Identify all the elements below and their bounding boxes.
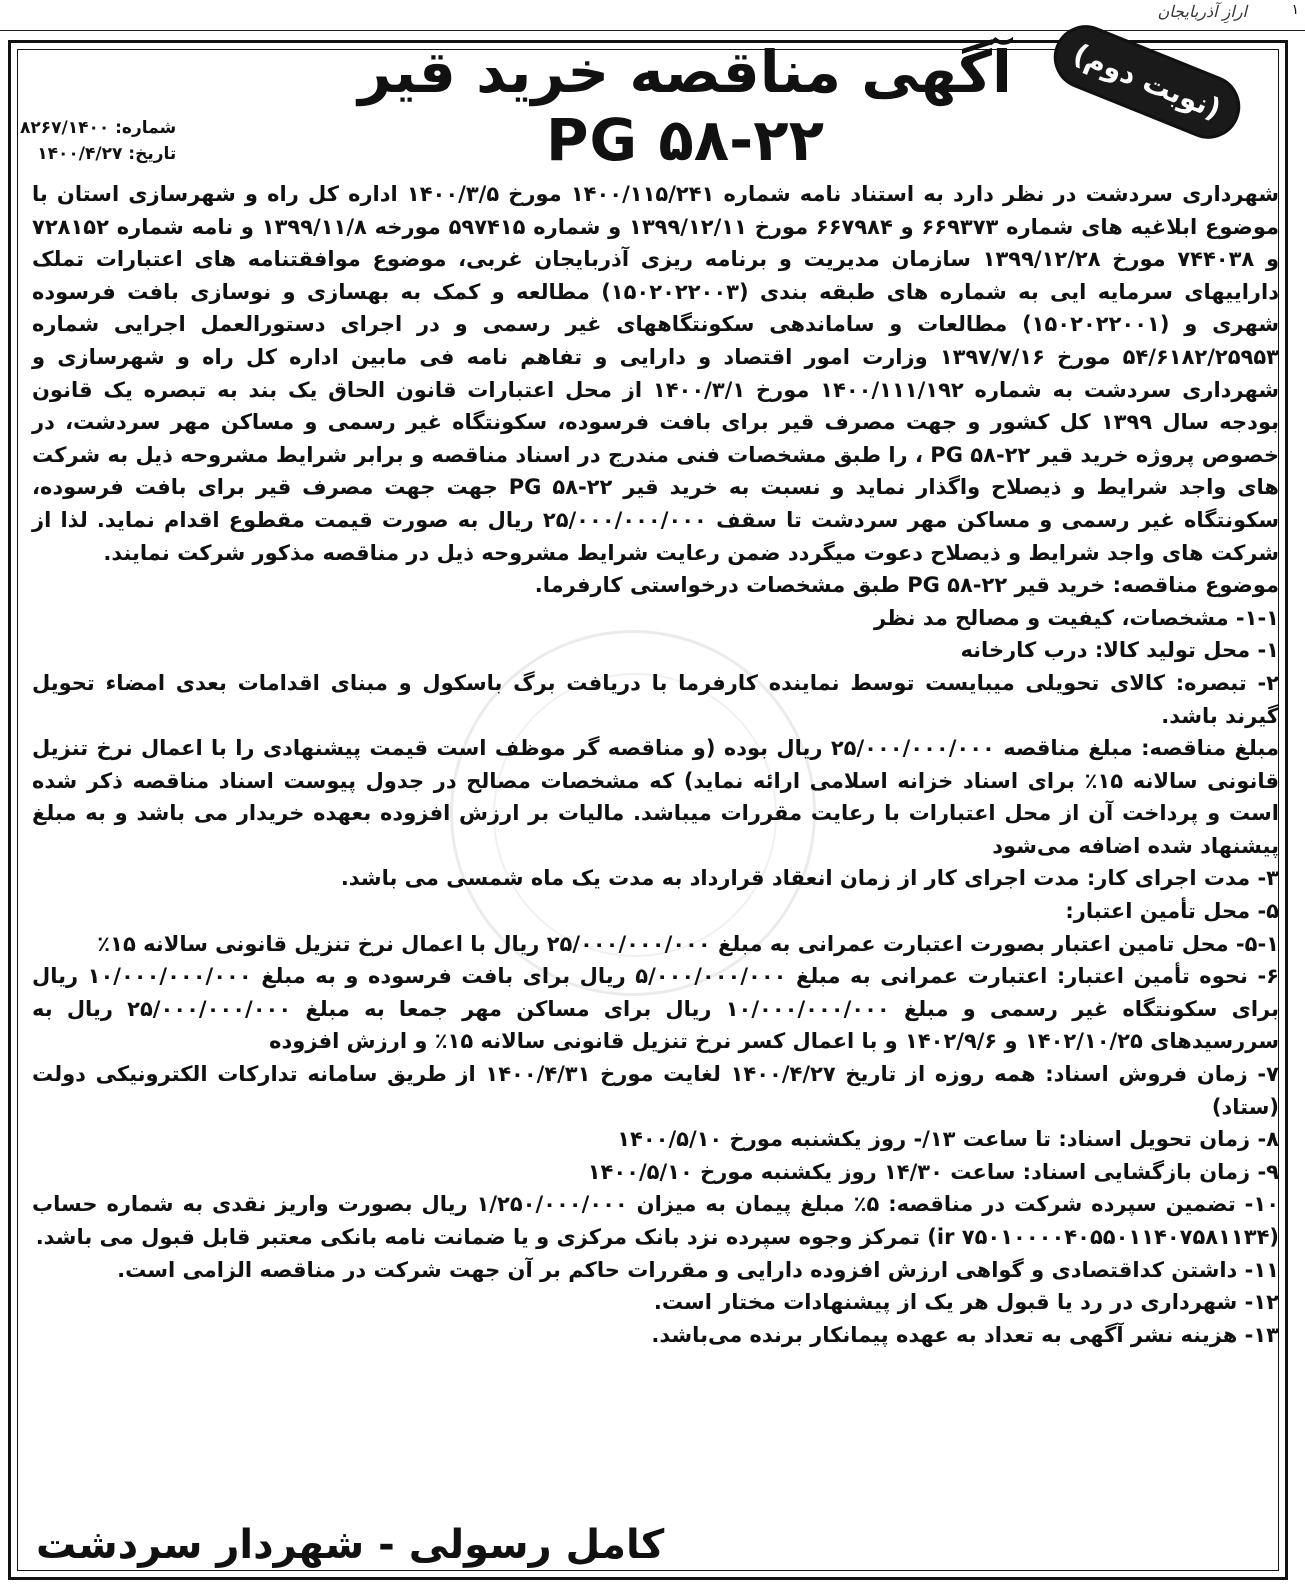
source-label: ارازِ آذربایجان [1157, 2, 1247, 21]
list-item: ۱۲- شهرداری در رد یا قبول هر یک از پیشنهادات مختار است. [653, 1290, 1279, 1315]
list-item: موضوع مناقصه: خرید قیر ۲۲-۵۸ PG طبق مشخصات درخواستی کارفرما. [534, 573, 1279, 598]
list-item: ۳- مدت اجرای کار: مدت اجرای کار از زمان انعقاد قرارداد به مدت یک ماه شمسی می باشد. [340, 866, 1279, 891]
clipping-header [0, 0, 1305, 31]
corner-mark: ١ [1291, 2, 1299, 18]
list-item: ۱۱- داشتن کداقتصادی و گواهی ارزش افزوده دارایی و مقررات حاکم بر آن جهت شرکت در مناقصه الزامی است. [117, 1257, 1279, 1282]
list-item: ۵- محل تأمین اعتبار: [1065, 899, 1279, 924]
list-item: ۲- تبصره: کالای تحویلی میبایست توسط نماینده کارفرما با دریافت برگ باسکول و مبنای اقدامات بعدی امضاء تحویل گیرند باشد. [32, 670, 1279, 728]
list-item: مبلغ مناقصه: مبلغ مناقصه ۲۵/۰۰۰/۰۰۰/۰۰۰ ریال بوده (و مناقصه گر موظف است قیمت پیشنهادی را با اعمال نرخ تنزیل قانونی سالانه ۱۵٪ برای اسناد خزانه اسلامی ارائه نماید) که مشخصات مصالح در جدول پیوست اسناد مناقصه ذکر شده است و پرداخت آن از محل اعتبارات با رعایت مقررات میباشد. مالیات بر ارزش افزوده بعهده خریدار می باشد و به مبلغ پیشنهاد شده اضافه می‌شود [32, 736, 1279, 858]
list-item: ۱-۱- مشخصات، کیفیت و مصالح مد نظر [874, 605, 1279, 630]
intro-paragraph: شهرداری سردشت در نظر دارد به استناد نامه شماره ۱۴۰۰/۱۱۵/۲۴۱ مورخ ۱۴۰۰/۳/۵ اداره کل راه و شهرسازی استان با موضوع ابلاغیه های شماره ۶۶۹۳۷۳ و ۶۶۷۹۸۴ مورخ ۱۳۹۹/۱۲/۱۱ و شماره ۵۹۷۴۱۵ مورخه ۱۳۹۹/۱۱/۸ و نامه شماره ۷۲۸۱۵۲ و ۷۴۴۰۳۸ مورخ ۱۳۹۹/۱۲/۲۸ سازمان مدیریت و برنامه ریزی آذربایجان غربی، موضوع موافقتنامه های اعتبارات تملک داراییهای سرمایه ایی به شماره های طبقه بندی (۱۵۰۲۰۲۲۰۰۳) مطالعه و کمک به بهسازی و نوسازی بافت فرسوده شهری و (۱۵۰۲۰۲۲۰۰۱) مطالعات و ساماندهی سکونتگاههای غیر رسمی و در اجرای دستورالعمل اجرایی شماره ۵۴/۶۱۸۲/۲۵۹۵۳ مورخ ۱۳۹۷/۷/۱۶ وزارت امور اقتصاد و دارایی و تفاهم نامه فی مابین اداره کل راه و شهرسازی و شهرداری سردشت به شماره ۱۴۰۰/۱۱۱/۱۹۲ مورخ ۱۴۰۰/۳/۱ از محل اعتبارات قانون الحاق یک بند به تبصره یک قانون بودجه سال ۱۳۹۹ کل کشور و جهت مصرف قیر برای بافت فرسوده، سکونتگاه غیر رسمی و مساکن مهر سردشت، در خصوص پروژه خرید قیر ۲۲-۵۸ PG ، را طبق مشخصات فنی مندرج در اسناد مناقصه و برابر شرایط مشروحه ذیل به شرکت های واجد شرایط و ذیصلاح واگذار نماید و نسبت به خرید قیر ۲۲-۵۸ PG جهت جهت مصرف قیر برای بافت فرسوده، سکونتگاه غیر رسمی و مساکن مهر سردشت تا سقف ۲۵/۰۰۰/۰۰۰/۰۰۰ ریال به صورت قیمت مقطوع اقدام نماید. لذا از شرکت های واجد شرایط و ذیصلاح دعوت میگردد ضمن رعایت شرایط مشروحه ذیل در مناقصه مذکور شرکت نمایند. [32, 182, 1280, 565]
list-item: ۹- زمان بازگشایی اسناد: ساعت ۱۴/۳۰ روز یکشنبه مورخ ۱۴۰۰/۵/۱۰ [587, 1159, 1279, 1184]
reference-date: تاریخ: ۱۴۰۰/۴/۲۷ [37, 144, 177, 164]
list-item: ۶- نحوه تأمین اعتبار: اعتبارت عمرانی به مبلغ ۵/۰۰۰/۰۰۰/۰۰۰ ریال برای بافت فرسوده و به مبلغ ۱۰/۰۰۰/۰۰۰/۰۰۰ ریال برای سکونتگاه غیر رسمی و مبلغ ۱۰/۰۰۰/۰۰۰/۰۰۰ ریال برای مساکن مهر جمعا به مبلغ ۲۵/۰۰۰/۰۰۰/۰۰۰ ریال به سررسیدهای ۱۴۰۲/۱۰/۲۵ و ۱۴۰۲/۹/۶ و با اعمال کسر نرخ تنزیل قانونی سالانه ۱۵٪ و ارزش افزوده [32, 964, 1279, 1054]
list-item: ۱۰- تضمین سپرده شرکت در مناقصه: ۵٪ مبلغ پیمان به میزان ۱/۲۵۰/۰۰۰/۰۰۰ ریال بصورت واریز نقدی به شماره حساب (ir ۷۵۰۱۰۰۰۰۴۰۵۵۰۱۱۴۰۷۵۸۱۱۳۴) تمرکز وجوه سپرده نزد بانک مرکزی و یا ضمانت نامه بانکی معتبر قابل قبول می باشد. [32, 1192, 1280, 1249]
reference-block [20, 115, 176, 167]
list-item: ۱۳- هزینه نشر آگهی به تعداد به عهده پیمانکار برنده می‌باشد. [651, 1322, 1279, 1347]
page-title: آگهی مناقصه خرید قیر ۲۲-۵۸ PG [358, 38, 1012, 174]
signature-line: کامل رسولی - شهردار سردشت [36, 1522, 665, 1568]
list-item: ۷- زمان فروش اسناد: همه روزه از تاریخ ۱۴۰۰/۴/۲۷ لغایت مورخ ۱۴۰۰/۴/۳۱ از طریق سامانه تدارکات الکترونیکی دولت (ستاد) [32, 1062, 1279, 1119]
advertisement-body [32, 178, 1279, 1351]
round-badge: (نوبت دوم) [1044, 16, 1250, 149]
list-item: ۱- محل تولید کالا: درب کارخانه [960, 638, 1279, 663]
list-item: ۸- زمان تحویل اسناد: تا ساعت ۱۳/- روز یکشنبه مورخ ۱۴۰۰/۵/۱۰ [617, 1127, 1279, 1152]
reference-number: شماره: ۸۲۶۷/۱۴۰۰ [20, 118, 177, 138]
list-item: ۵-۱- محل تامین اعتبار بصورت اعتبارت عمرانی به مبلغ ۲۵/۰۰۰/۰۰۰/۰۰۰ ریال با اعمال نرخ تنزیل قانونی سالانه ۱۵٪ [97, 931, 1279, 956]
